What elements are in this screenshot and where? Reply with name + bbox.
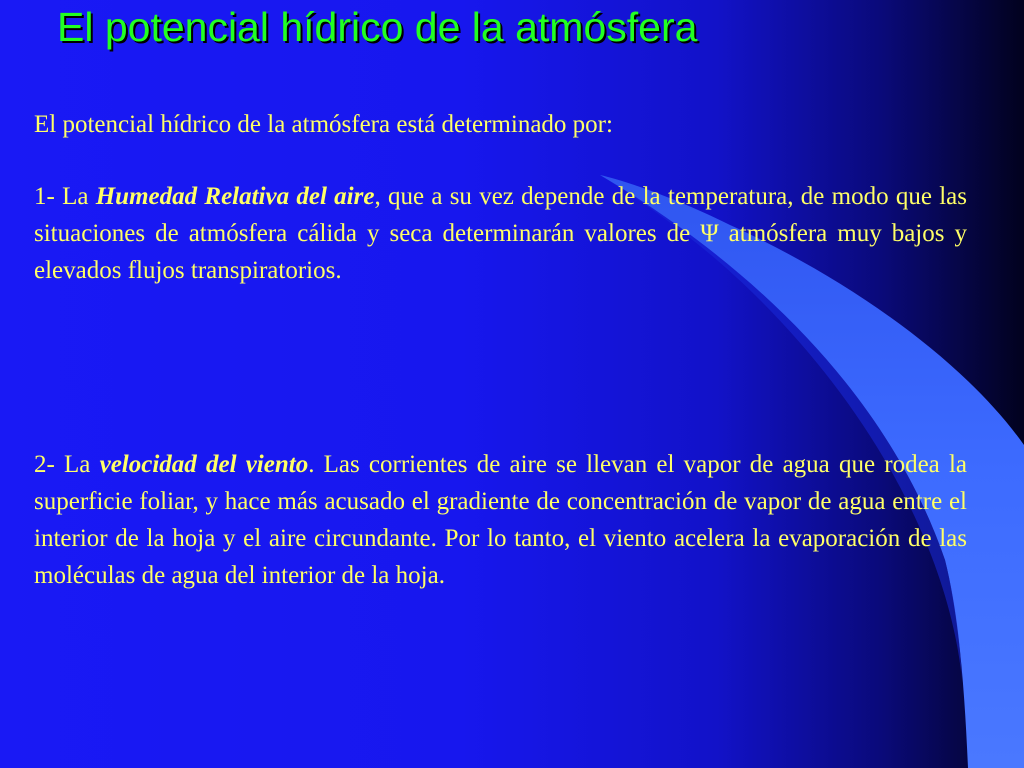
point-one-emphasis: Humedad Relativa del aire [95,183,375,210]
point-two-prefix: 2- La [34,451,100,478]
point-one-prefix: 1- La [34,183,96,210]
point-two-text: . Las corrientes de aire se llevan el vapor de agua que rodea la superficie foliar, y hace más acusado el gradiente de concentración de vapor de agua entre el interior de la hoja y el aire circundante. Por lo tanto, el viento acelera la evaporación de las moléculas de agua del interior de la hoja. [34,451,967,589]
point-two-emphasis: velocidad del viento [99,451,309,478]
point-one-paragraph [34,178,967,289]
point-one-text: , que a su vez depende de la temperatura, de modo que las situaciones de atmósfera cálida y seca determinarán valores de Ψ atmósfera muy bajos y elevados flujos transpiratorios. [34,183,967,284]
point-two-paragraph [34,446,967,594]
intro-text: El potencial hídrico de la atmósfera está determinado por: [34,111,613,138]
slide-title: El potencial hídrico de la atmósfera [57,4,698,50]
